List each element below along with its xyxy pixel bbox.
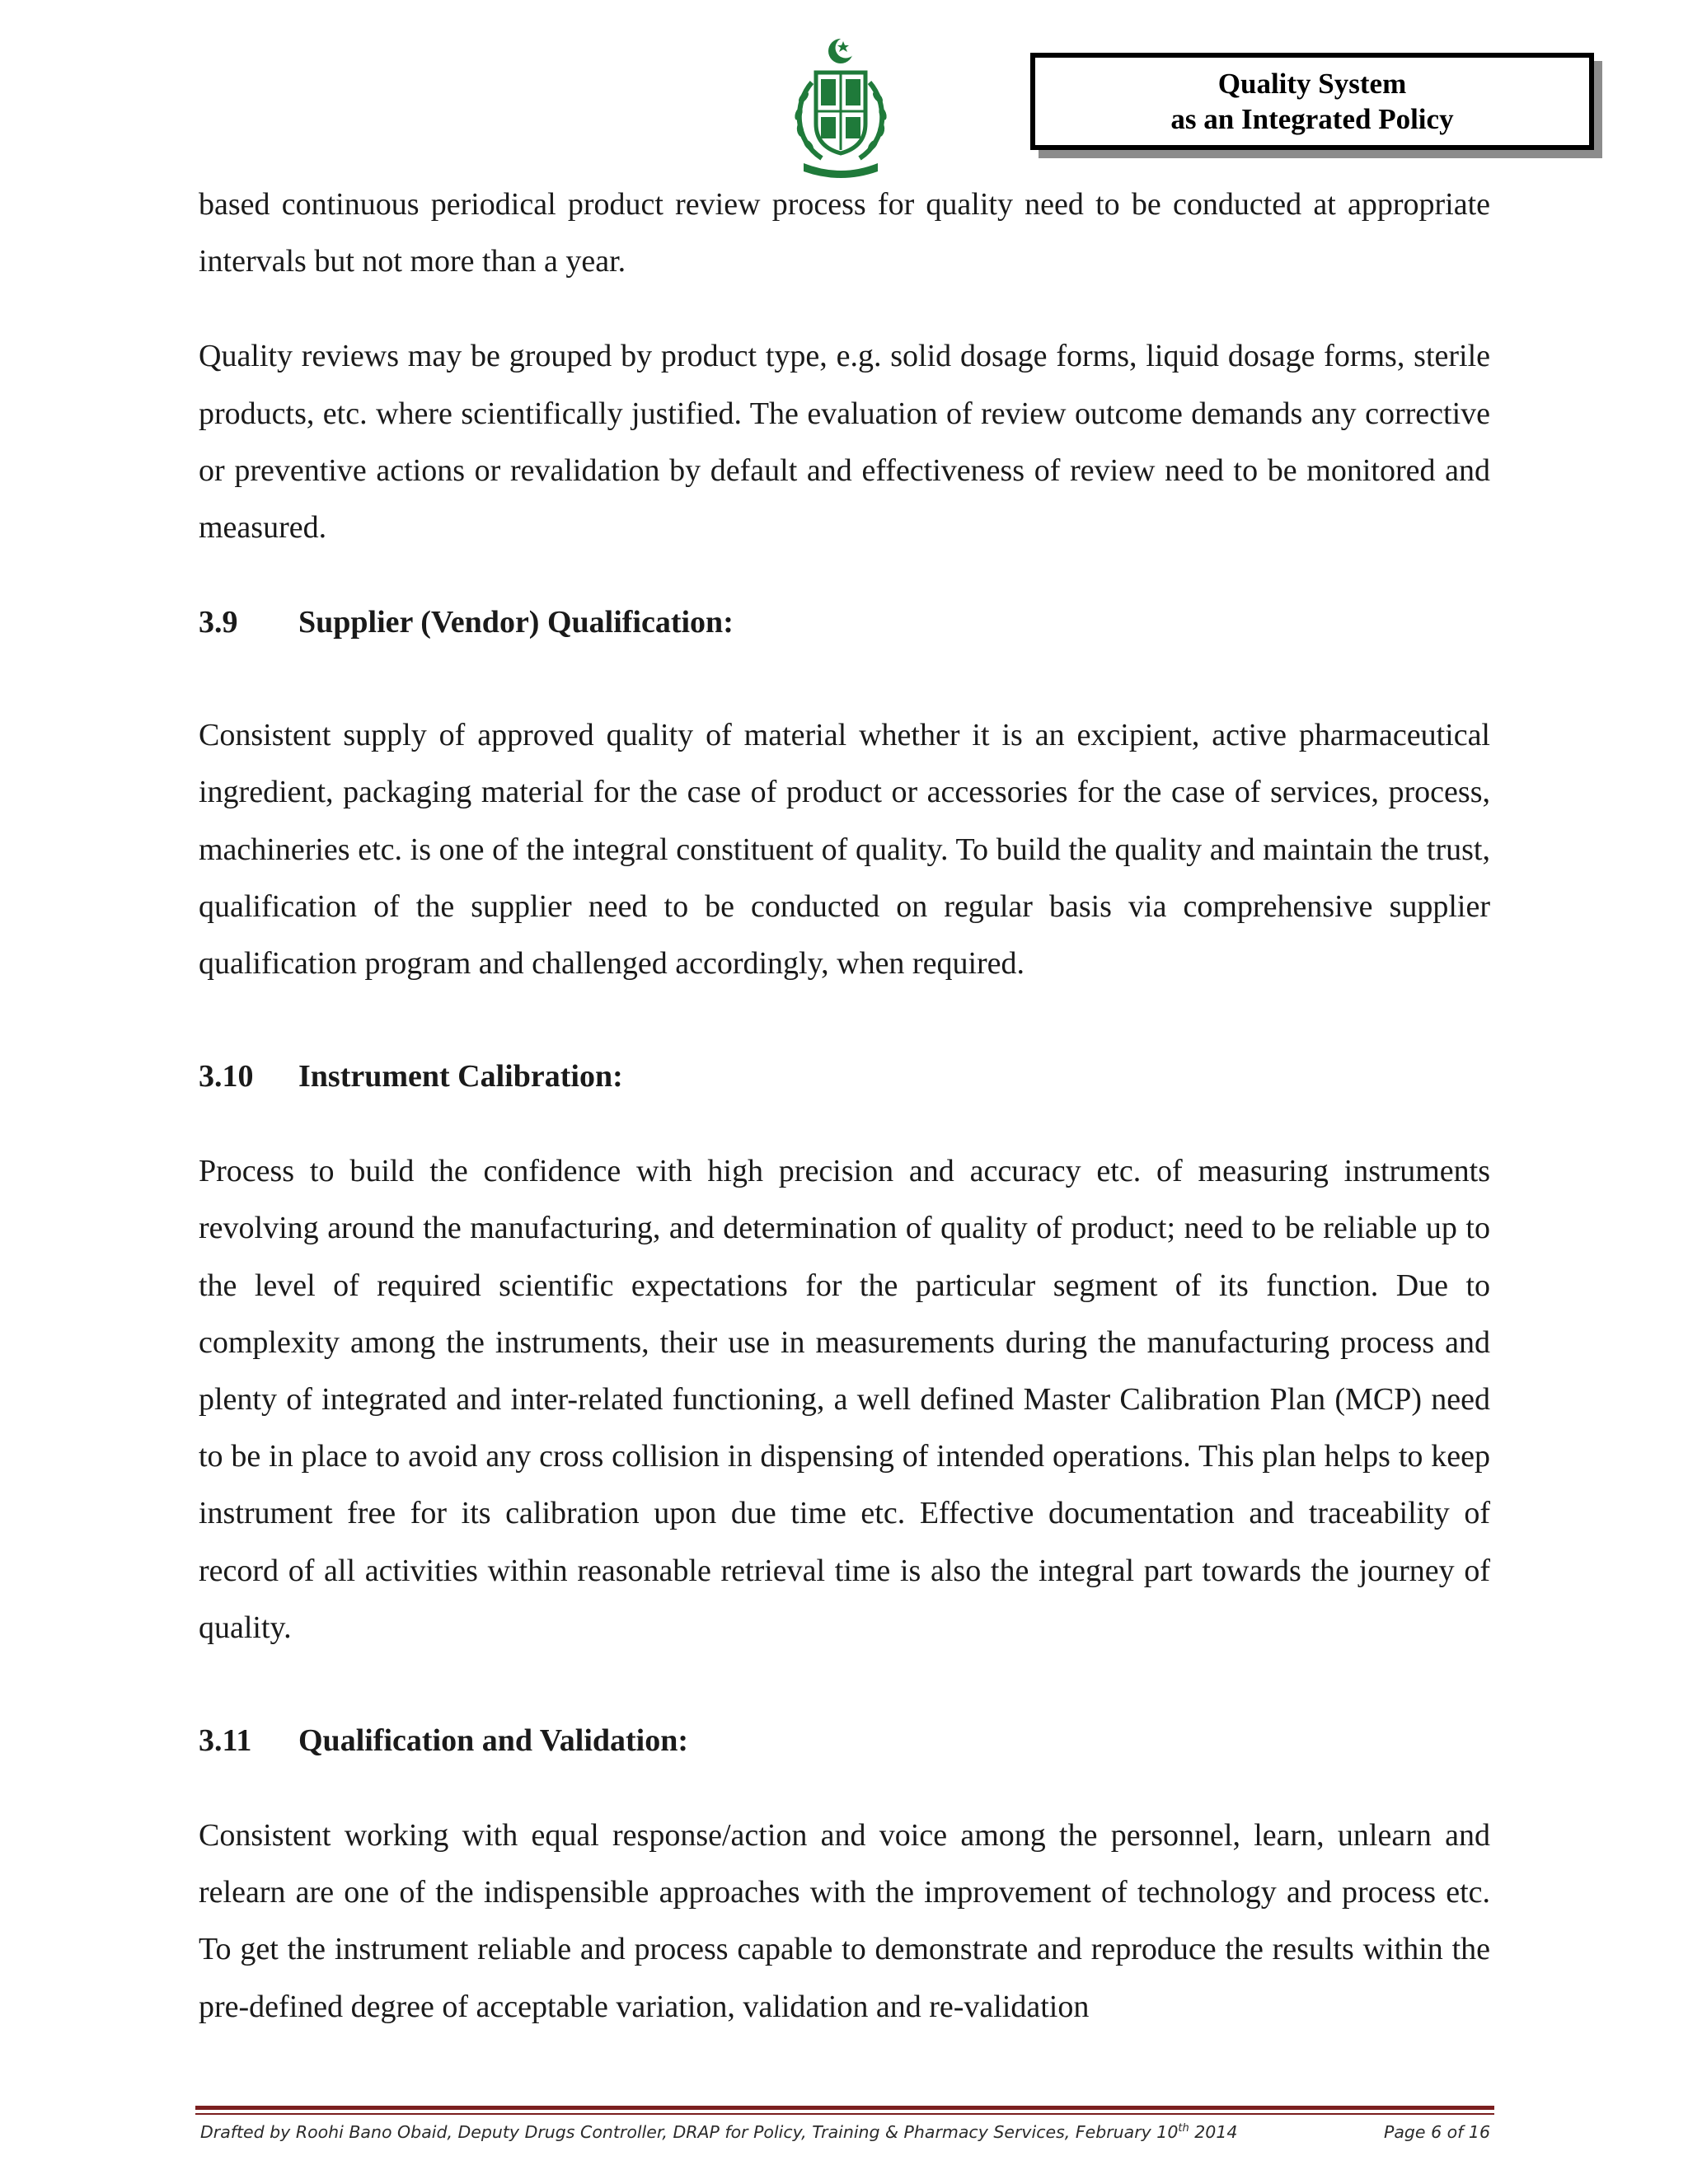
- title-line-1: Quality System: [1217, 68, 1407, 100]
- title-line-2: as an Integrated Policy: [1170, 103, 1454, 135]
- section-title: Supplier (Vendor) Qualification:: [298, 605, 734, 640]
- section-number: 3.9: [199, 605, 238, 640]
- footer-page-number: Page 6 of 16: [1384, 2122, 1490, 2142]
- paragraph-quality-reviews: Quality reviews may be grouped by product type, e.g. solid dosage forms, liquid dosage forms, sterile products, etc. where scientifically justified. The evaluation of review outcome demands any corrective or preventive actions or revalidation by default and effectiveness of review need to be monitored and measured.: [199, 339, 1490, 546]
- section-number: 3.10: [199, 1059, 254, 1094]
- section-title: Qualification and Validation:: [298, 1723, 689, 1759]
- section-heading-3-9: [199, 594, 1490, 651]
- paragraph-supplier-qualification: Consistent supply of approved quality of material whether it is an excipient, active pharmaceutical ingredient, packaging material for the case of product or accessories for the case of services, process, machineries etc. is one of the integral constituent of quality. To build the quality and maintain the trust, qualification of the supplier need to be conducted on regular basis via comprehensive supplier qualification program and challenged accordingly, when required.: [199, 718, 1490, 982]
- footer-rule-thick: [195, 2106, 1494, 2110]
- section-heading-3-11: [199, 1713, 1490, 1769]
- section-number: 3.11: [199, 1723, 252, 1759]
- footer-rule-thin: [195, 2113, 1494, 2115]
- paragraph-instrument-calibration: Process to build the confidence with high precision and accuracy etc. of measuring instruments revolving around the manufacturing, and determination of quality of product; need to be reliable up to the level of required scientific expectations for the particular segment of its function. Due to complexity among the instruments, their use in measurements during the manufacturing process and plenty of integrated and inter-related functioning, a well defined Master Calibration Plan (MCP) need to be in place to avoid any cross collision in dispensing of intended operations. This plan helps to keep instrument free for its calibration upon due time etc. Effective documentation and traceability of record of all activities within reasonable retrieval time is also the integral part towards the journey of quality.: [199, 1154, 1490, 1645]
- footer-drafted-by: Drafted by Roohi Bano Obaid, Deputy Drugs Controller, DRAP for Policy, Training & Pharmacy Services, February 10th 2014: [200, 2122, 1238, 2142]
- page-footer: [200, 2122, 1490, 2142]
- state-emblem-icon: [779, 33, 903, 181]
- paragraph-review-intervals: based continuous periodical product review process for quality need to be conducted at appropriate intervals but not more than a year.: [199, 187, 1490, 279]
- section-heading-3-10: [199, 1048, 1490, 1105]
- section-title: Instrument Calibration:: [298, 1059, 623, 1094]
- document-title-box: [1030, 53, 1594, 150]
- document-body: [199, 176, 1490, 2036]
- paragraph-qualification-validation: Consistent working with equal response/action and voice among the personnel, learn, unlearn and relearn are one of the indispensible approaches with the improvement of technology and process etc. To get the instrument reliable and process capable to demonstrate and reproduce the results within the pre-defined degree of acceptable variation, validation and re-validation: [199, 1818, 1490, 2024]
